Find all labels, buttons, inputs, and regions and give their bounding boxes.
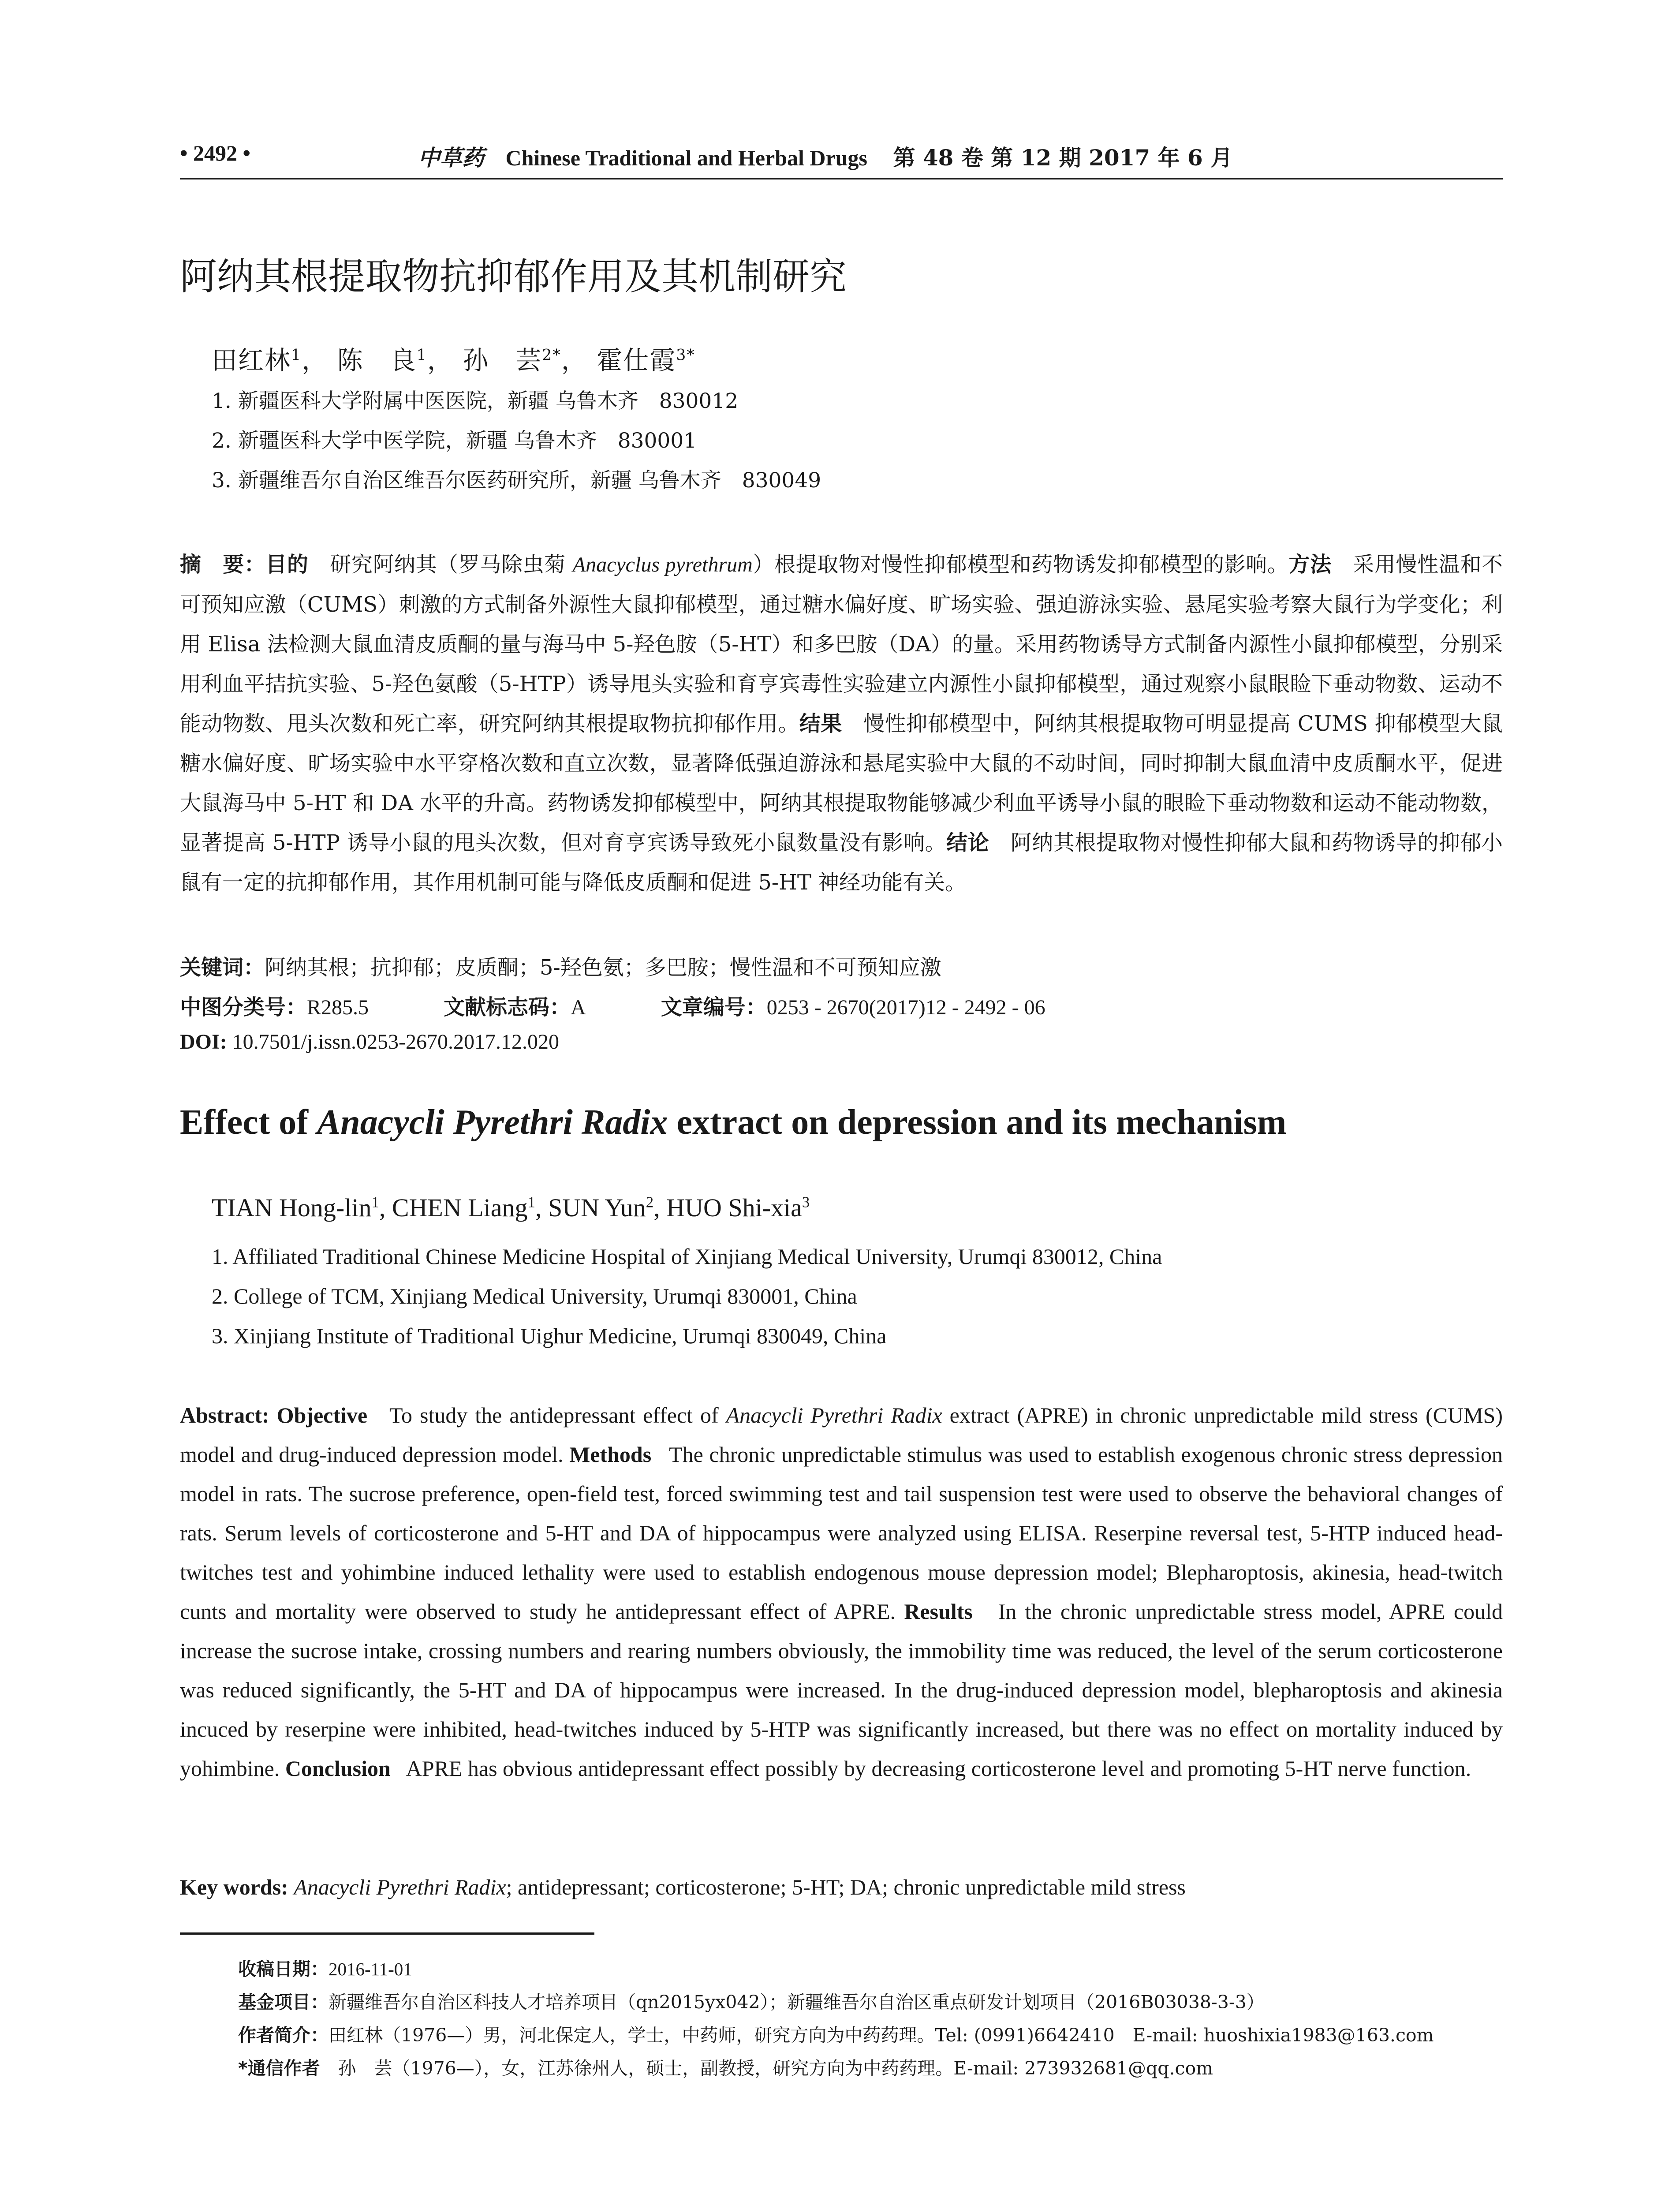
doi-value: 10.7501/j.issn.0253-2670.2017.12.020 xyxy=(232,1030,560,1054)
cn-keywords xyxy=(180,950,941,981)
cn-keywords-label: 关键词： xyxy=(180,955,265,980)
en-conclusion-text: APRE has obvious antidepressant effect possibly by decreasing corticosterone level and promoting 5-HT nerve function. xyxy=(406,1756,1471,1781)
clc-label: 中图分类号： xyxy=(180,995,307,1020)
en-author: CHEN Liang xyxy=(392,1193,528,1222)
en-objective-text-b: extract (APRE) in chronic unpredictable mild stress (CUMS) model and drug-induced depression model. xyxy=(180,1403,1503,1467)
en-keywords xyxy=(180,1874,1503,1900)
en-author-sep: , xyxy=(653,1193,667,1222)
cn-author: 田红林 xyxy=(212,345,291,375)
en-abstract xyxy=(180,1396,1503,1788)
en-author-sup: 1 xyxy=(371,1193,379,1211)
cn-author-sup: 1 xyxy=(291,346,302,364)
footnote-label: *通信作者 xyxy=(238,2058,338,2079)
en-results-label: Results xyxy=(904,1599,973,1624)
journal-logo: 中草药 xyxy=(418,145,484,171)
en-keywords-label: Key words: xyxy=(180,1875,288,1899)
footnote-text: 新疆维吾尔自治区科技人才培养项目（qn2015yx042）；新疆维吾尔自治区重点研发计划项目（2016B03038-3-3） xyxy=(329,1992,1265,2013)
en-affiliation: 2. College of TCM, Xinjiang Medical University, Urumqi 830001, China xyxy=(212,1284,857,1308)
footnote-funding xyxy=(238,1988,1265,2014)
cn-author-sep: ， xyxy=(427,345,454,375)
article-no-item xyxy=(661,990,1045,1020)
article-no-label: 文章编号： xyxy=(661,995,767,1020)
en-title-species: Anacycli Pyrethri Radix xyxy=(317,1103,668,1142)
footnote-label: 基金项目： xyxy=(238,1992,329,2013)
cn-affiliation: 1. 新疆医科大学附属中医医院，新疆 乌鲁木齐 830012 xyxy=(212,389,739,413)
en-author: HUO Shi-xia xyxy=(666,1193,802,1222)
en-species-name: Anacycli Pyrethri Radix xyxy=(726,1403,942,1428)
cn-author-sep: ， xyxy=(561,345,588,375)
cn-abstract-label: 摘 要： xyxy=(180,552,266,577)
journal-name: Chinese Traditional and Herbal Drugs xyxy=(505,146,867,170)
cn-species-name: Anacyclus pyrethrum xyxy=(572,553,753,576)
en-objective-text: To study the antidepressant effect of xyxy=(389,1403,726,1428)
cn-affiliation: 2. 新疆医科大学中医学院，新疆 乌鲁木齐 830001 xyxy=(212,429,697,453)
cn-title: 阿纳其根提取物抗抑郁作用及其机制研究 xyxy=(180,255,847,298)
en-keywords-text: ; antidepressant; corticosterone; 5-HT; DA; chronic unpredictable mild stress xyxy=(506,1875,1186,1899)
en-methods-text: The chronic unpredictable stimulus was used to establish exogenous chronic stress depression model in rats. The sucrose preference, open-field test, forced swimming test and tail suspension test were used to observe the behavioral changes of rats. Serum levels of corticosterone and 5-HT and DA of hippocampus were analyzed using ELISA. Reserpine reversal test, 5-HTP induced head-twitches test and yohimbine induced lethality were used to establish endogenous mouse depression model; Blepharoptosis, akinesia, head-twitch cunts and mortality were observed to study he antidepressant effect of APRE. xyxy=(180,1442,1503,1624)
cn-author-sup: 1 xyxy=(416,346,427,364)
en-affiliation: 1. Affiliated Traditional Chinese Medicine Hospital of Xinjiang Medical University, Urumqi 830012, China xyxy=(212,1244,1162,1269)
footnote-text: 田红林（1976—）男，河北保定人，学士，中药师，研究方向为中药药理。Tel: (0991)6642410 E-mail: huoshixia1983@163.com xyxy=(329,2025,1434,2046)
en-author: SUN Yun xyxy=(548,1193,646,1222)
cn-results-text: 慢性抑郁模型中，阿纳其根提取物可明显提高 CUMS 抑郁模型大鼠糖水偏好度、旷场实验中水平穿格次数和直立次数，显著降低强迫游泳和悬尾实验中大鼠的不动时间，同时抑制大鼠血清中皮质酮水平，促进大鼠海马中 5-HT 和 DA 水平的升高。药物诱发抑郁模型中，阿纳其根提取物能够减少利血平诱导小鼠的眼睑下垂动物数和运动不能动物数，显著提高 5-HTP 诱导小鼠的甩头次数，但对育亨宾诱导致死小鼠数量没有影响。 xyxy=(180,711,1503,855)
cn-authors xyxy=(212,340,695,377)
en-keyword-species: Anacycli Pyrethri Radix xyxy=(294,1875,506,1899)
doccode-label: 文献标志码： xyxy=(444,995,571,1020)
cn-methods-label: 方法 xyxy=(1288,552,1332,577)
doccode-value: A xyxy=(571,996,586,1019)
footnote-label: 作者简介： xyxy=(238,2025,329,2046)
cn-conclusion-text: 阿纳其根提取物对慢性抑郁大鼠和药物诱导的抑郁小鼠有一定的抗抑郁作用，其作用机制可能与降低皮质酮和促进 5-HT 神经功能有关。 xyxy=(180,830,1503,895)
en-author-sup: 1 xyxy=(527,1193,535,1211)
en-methods-label: Methods xyxy=(569,1442,652,1467)
doi-line xyxy=(180,1030,559,1054)
cn-keywords-text: 阿纳其根；抗抑郁；皮质酮；5-羟色氨；多巴胺；慢性温和不可预知应激 xyxy=(265,955,941,980)
cn-objective-label: 目的 xyxy=(265,552,309,577)
en-author-sup: 3 xyxy=(802,1193,810,1211)
en-author: TIAN Hong-lin xyxy=(212,1193,372,1222)
clc-value: R285.5 xyxy=(307,996,369,1019)
page-number: • 2492 • xyxy=(180,141,251,165)
cn-classification xyxy=(180,990,1120,1020)
cn-affiliation: 3. 新疆维吾尔自治区维吾尔医药研究所，新疆 乌鲁木齐 830049 xyxy=(212,468,821,493)
en-title-part: Effect of xyxy=(180,1103,317,1142)
footnote-rule xyxy=(180,1932,594,1935)
en-abstract-label: Abstract: Objective xyxy=(180,1403,368,1428)
cn-objective-text: 研究阿纳其（罗马除虫菊 xyxy=(330,552,573,577)
en-authors xyxy=(212,1193,810,1222)
footnote-corresponding xyxy=(238,2054,1213,2080)
en-results-text: In the chronic unpredictable stress model, APRE could increase the sucrose intake, crossing numbers and rearing numbers obviously, the immobility time was reduced, the level of the serum corticosterone was reduced significantly, the 5-HT and DA of hippocampus were increased. In the drug-induced depression model, blepharoptosis and akinesia incuced by reserpine were inhibited, head-twitches induced by 5-HTP was significantly increased, but there was no effect on mortality induced by yohimbine. xyxy=(180,1599,1503,1781)
en-title xyxy=(180,1102,1286,1143)
cn-author-sup: 3* xyxy=(676,346,695,364)
footnote-label: 收稿日期： xyxy=(238,1958,329,1980)
doccode-item xyxy=(444,990,586,1020)
en-author-sep: , xyxy=(379,1193,392,1222)
footnote-text: 孙 芸（1976—），女，江苏徐州人，硕士，副教授，研究方向为中药药理。E-mail: 273932681@qq.com xyxy=(338,2058,1213,2079)
cn-author: 陈 良 xyxy=(337,345,417,375)
en-affiliation: 3. Xinjiang Institute of Traditional Uighur Medicine, Urumqi 830049, China xyxy=(212,1323,887,1348)
cn-author-sep: ， xyxy=(302,345,329,375)
cn-results-label: 结果 xyxy=(799,711,842,736)
cn-author-sup: 2* xyxy=(542,346,561,364)
cn-objective-text-b: ）根提取物对慢性抑郁模型和药物诱发抑郁模型的影响。 xyxy=(752,552,1289,577)
footnote-author-bio xyxy=(238,2021,1434,2047)
clc-item xyxy=(180,990,369,1020)
footnote-received xyxy=(238,1955,412,1981)
article-no-value: 0253 - 2670(2017)12 - 2492 - 06 xyxy=(766,996,1045,1019)
doi-label: DOI: xyxy=(180,1030,227,1054)
en-author-sup: 2 xyxy=(646,1193,654,1211)
journal-title xyxy=(418,140,1232,172)
journal-issue: 第 48 卷 第 12 期 2017 年 6 月 xyxy=(893,145,1233,171)
cn-conclusion-label: 结论 xyxy=(946,830,989,855)
cn-author: 霍仕霞 xyxy=(597,345,676,375)
en-conclusion-label: Conclusion xyxy=(285,1756,391,1781)
footnote-text: 2016-11-01 xyxy=(329,1959,412,1979)
header-rule xyxy=(180,178,1503,179)
cn-abstract xyxy=(180,545,1503,902)
running-header xyxy=(180,140,1503,171)
en-author-sep: , xyxy=(535,1193,548,1222)
cn-author: 孙 芸 xyxy=(463,345,542,375)
en-title-part-b: extract on depression and its mechanism xyxy=(668,1103,1287,1142)
cn-methods-text: 采用慢性温和不可预知应激（CUMS）刺激的方式制备外源性大鼠抑郁模型，通过糖水偏好度、旷场实验、强迫游泳实验、悬尾实验考察大鼠行为学变化；利用 Elisa 法检测大鼠血清皮质酮的量与海马中 5-羟色胺（5-HT）和多巴胺（DA）的量。采用药物诱导方式制备内源性小鼠抑郁模型，分别采用利血平拮抗实验、5-羟色氨酸（5-HTP）诱导甩头实验和育亨宾毒性实验建立内源性小鼠抑郁模型，通过观察小鼠眼睑下垂动物数、运动不能动物数、甩头次数和死亡率，研究阿纳其根提取物抗抑郁作用。 xyxy=(180,552,1503,736)
